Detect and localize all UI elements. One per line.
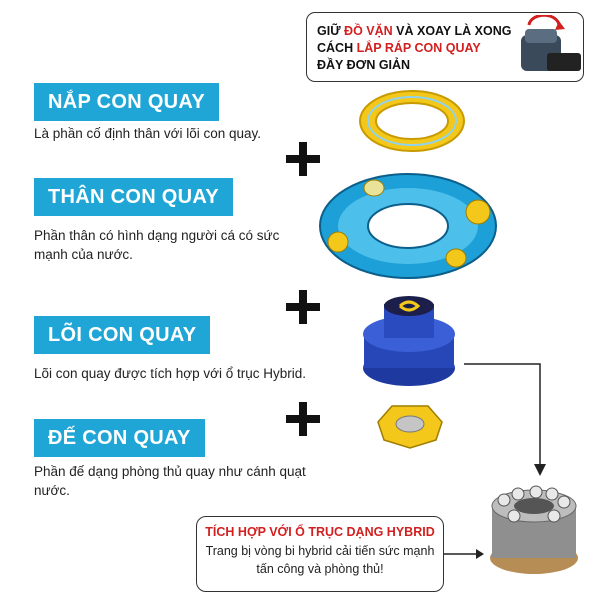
assembly-tip-text [317,23,511,74]
base-image [372,400,448,452]
tip-text-1c: VÀ XOAY LÀ XONG [392,24,512,38]
part-core-label: LÕI CON QUAY [34,316,210,354]
part-body-desc: Phần thân có hình dạng người cá có sức mạnh của nước. [34,228,280,262]
hybrid-desc: Trang bị vòng bi hybrid cải tiến sức mạnh tấn công và phòng thủ! [205,544,435,576]
tip-text-2a: CÁCH [317,41,357,55]
body-ring-image [316,166,500,284]
plus-icon [286,290,320,324]
tip-text-2b: LẮP RÁP CON QUAY [356,41,481,55]
part-cap-desc: Là phần cố định thân với lõi con quay. [34,126,262,141]
part-body-label: THÂN CON QUAY [34,178,233,216]
part-core-desc: Lõi con quay được tích hợp với ổ trục Hybrid. [34,366,306,381]
core-image [356,294,462,390]
connector-arrow [460,360,560,480]
hybrid-info-box [196,516,444,592]
plus-icon [286,402,320,436]
part-base-desc: Phần đế dạng phòng thủ quay như cánh quạt nước. [34,464,306,498]
assembly-tip-box [306,12,584,82]
hybrid-arrow [442,548,486,560]
tip-text-3: ĐẦY ĐƠN GIẢN [317,58,411,72]
bearing-image [484,474,584,586]
part-base-label: ĐẾ CON QUAY [34,419,205,457]
tip-text-1a: GIỮ [317,24,345,38]
tip-text-1b: ĐỒ VẶN [344,24,393,38]
cap-ring-image [356,84,468,158]
launcher-tool-icon [507,15,583,79]
part-cap-label: NẮP CON QUAY [34,83,219,121]
hybrid-title: TÍCH HỢP VỚI Ổ TRỤC DẠNG HYBRID [205,525,435,539]
plus-icon [286,142,320,176]
